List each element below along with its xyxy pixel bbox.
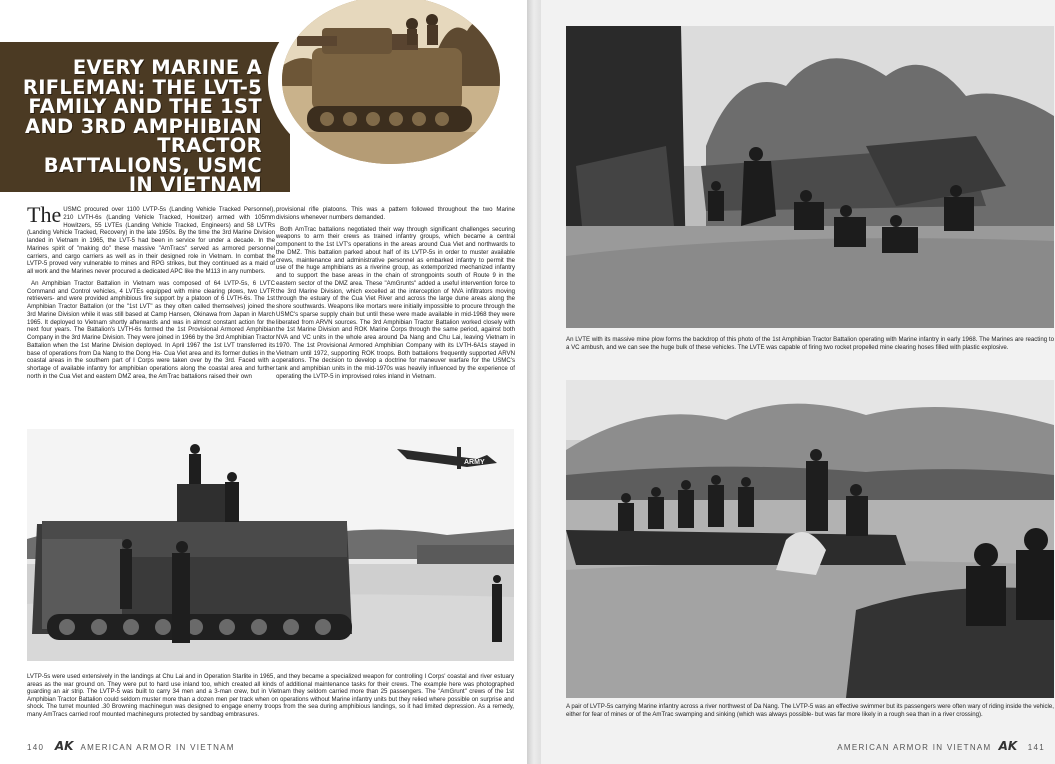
page-number-right: 141 [1027, 743, 1045, 752]
running-title-left: AMERICAN ARMOR IN VIETNAM [80, 743, 235, 752]
paragraph-2: An Amphibian Tractor Battalion in Vietnam was composed of 64 LVTP-5s, 6 LVTC Command and Control vehicles, 4 LVTEs equipped with mine clearing plows, two LVTR retrievers- and were provided amphibious fire support by a platoon of 6 LVTH-6s. The 1st Amphibian Tractor Battalion (or the "1st LVT" as they often called themselves) joined the 3rd Marine Division while it was still based at Camp Hansen, Okinawa from Japan in March 1965. It deployed to Vietnam shortly afterwards and was in almost constant action for the next four years. The Battalion's LVTH-6s formed the 1st Provisional Armored Amphibian Company in the 3rd Marine Division. They were joined in 1966 by the 3rd Amphibian Tractor Battalion when the 1st Marine Division deployed. In April 1967 the 1st LVT transferred its base of operations from Da Nang to the Dong Ha- Cua Viet area and its former duties in the coastal areas in the southern part of I Corps were taken over by the 3rd. Faced with a shortage of available infantry for amphibian operations along the coastal area and further north in the Cua Viet and eastern DMZ area, the AmTrac battalions raised their own [27, 279, 275, 380]
ak-logo-right: AK [998, 739, 1018, 753]
lvth-sepia-photo [282, 0, 500, 164]
body-column-1 [27, 202, 275, 385]
page-number-left: 140 [27, 743, 45, 752]
bottom-photo-caption-right: A pair of LVTP-5s carrying Marine infantry across a river northwest of Da Nang. The LVTP-5 was an effective swimmer but its passengers were often wary of riding inside the vehicle, either for fear of mines or of the AmTrac swamping and sinking (which was always possible- but was far more likely in a rough sea than in a river crossing). [566, 703, 1054, 718]
book-gutter [527, 0, 541, 764]
paragraph-1: USMC procured over 1100 LVTP-5s (Landing Vehicle Tracked Personnel), 210 LVTH-6s (Landing Vehicle Tracked, Howitzer) armed with 105mm Howitzers, 55 LVTEs (Landing Vehicle Tracked, Engineers) and 58 LVTRs (Landing Vehicle Tracked, Recovery) in the late 1950s. By the time the 3rd Marine Division landed in Vietnam in 1965, the LVT-5 had been in service for under a decade. In the Marines spirit of "making do" these massive "AmTracs" served as armored personnel carriers, and cargo carriers as well as in their designed role in Vietnam. In combat the LVTP-5 proved very vulnerable to mines and RPG strikes, but they continued as a maid of all work and the Marines never procured a dedicated APC like the M113 in any numbers. [27, 206, 275, 275]
paragraph-3: provisional rifle platoons. This was a pattern followed throughout the two Marine divisions whenever numbers demanded. [276, 206, 515, 221]
right-page [541, 0, 1055, 764]
paragraph-4: Both AmTrac battalions negotiated their way through significant challenges securing weapons to arm their crews as trained infantry groups, which became a central component to the 1st LVT's operations in the areas around Cua Viet and northwards to the DMZ. This battalion parked about half of its LVTP-5s in order to muster available crews, maintenance and administrative personnel as embarked infantry to permit the use of the huge amphibians as a riverine group, as extemporized mechanized infantry and to support the base areas in the chain of strongpoints south of Route 9 in the eastern sector of the DMZ area. These "AmGrunts" added a useful intervention force to the 3rd Marine Division, which excelled at the interception of NVA infiltrators moving through the estuary of the Cua Viet River and across the large dune areas along the shore southwards. Weapons like mortars were initially impossible to procure through the USMC's sparse supply chain but until these were made available in mid-1968 they were liberated from ARVN sources. The 3rd Amphibian Tractor Battalion worked closely with the 1st Marine Division and ROK Marine Corps through the same period, against both NVA and VC units in the whole area around Da Nang and Chu Lai, leaving Vietnam in 1970. The 1st Provisional Armored Amphibian Company with its LVTH-6A1s stayed in Vietnam until 1972, supporting ROK troops. Both battalions frequently supported ARVN operations. The decision to develop a doctrine for maneuver warfare for the USMC's tank and amphibian units in the mid-1970s was heavily influenced by the experience of operating the LVTP-5 in improvised roles inland in Vietnam. [276, 225, 515, 380]
left-page [0, 0, 527, 764]
drop-cap: The [27, 202, 62, 227]
plane-marking: ARMY [464, 459, 485, 466]
ak-logo: AK [54, 739, 74, 753]
running-title-right: AMERICAN ARMOR IN VIETNAM [837, 743, 992, 752]
airstrip-lvtp5-photo [27, 429, 514, 661]
lvte-ambush-photo [566, 26, 1054, 328]
top-photo-caption: An LVTE with its massive mine plow forms the backdrop of this photo of the 1st Amphibian Tractor Battalion operating with Marine infantry in early 1968. The Marines are reacting to a VC ambush, and we can see the huge bulk of these vehicles. The LVTE was capable of firing two rocket propelled mine clearing hoses filled with plastic explosive. [566, 336, 1054, 351]
right-footer [837, 739, 1045, 753]
left-footer [27, 739, 235, 753]
body-column-2 [276, 206, 515, 385]
article-title: EVERY MARINE A RIFLEMAN: THE LVT-5 FAMILY AND THE 1ST AND 3RD AMPHIBIAN TRACTOR BATTALIONS, USMC IN VIETNAM [22, 56, 262, 196]
bottom-photo-caption: LVTP-5s were used extensively in the landings at Chu Lai and in Operation Starlite in 1965, and they became a specialized weapon for controlling I Corps' coastal and river estuary areas as the war ground on. They were put to hard use inland too, which created all kinds of additional maintenance tasks for their crews. The example here was photographed guarding an air strip. The LVTP-5 was built to carry 34 men and a 3-man crew, but in Vietnam they seldom carried more than 25 passengers. The "AmGrunt" crews of the 1st Amphibian Tractor Battalion could seldom muster more than a dozen men per track when on operations without Marine infantry units but they relied where possible on surprise and shock. The turret mounted .30 Browning machinegun was designed to engage enemy troops from the sea during amphibious landings, so it had limited depression. As a remedy, many AmTracs carried roof mounted machineguns protected by sandbag embrasures. [27, 673, 514, 718]
river-crossing-photo [566, 380, 1054, 698]
